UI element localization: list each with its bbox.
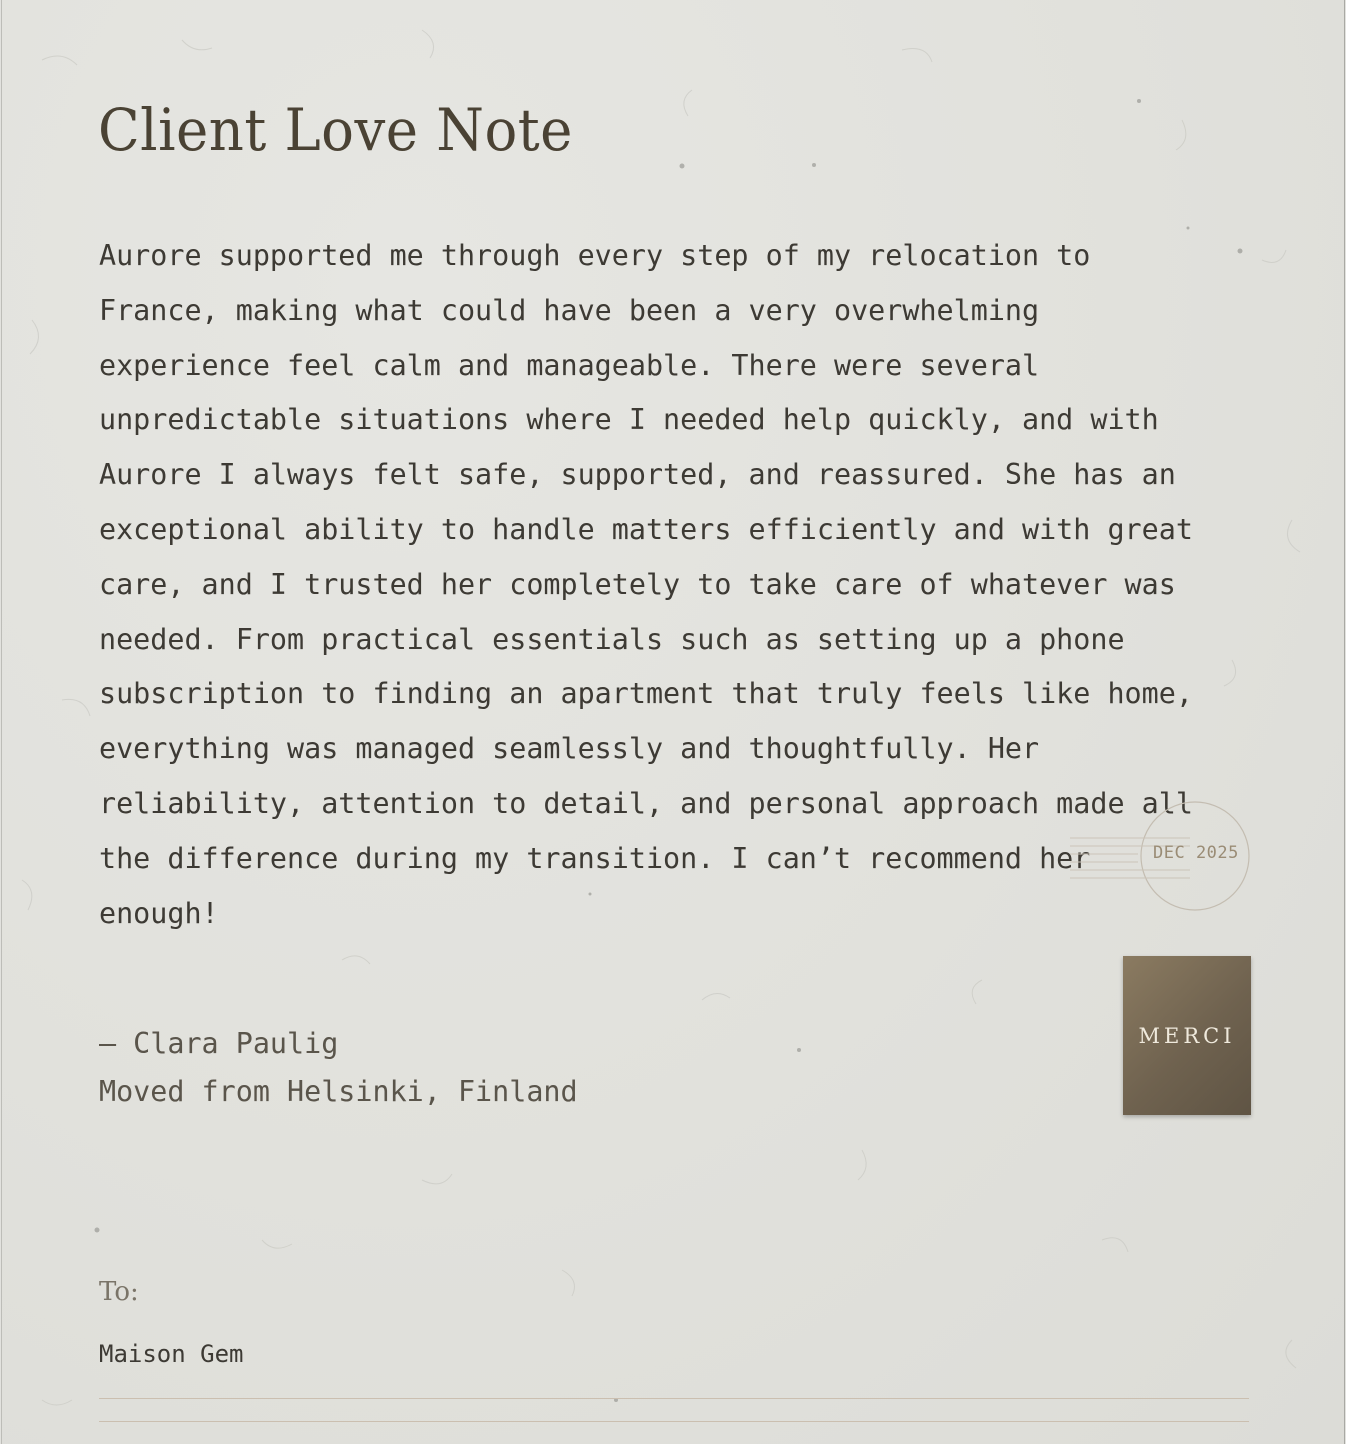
address-line — [99, 1421, 1249, 1422]
author-name: — Clara Paulig — [99, 1027, 339, 1060]
merci-stamp-label: MERCI — [1138, 1023, 1236, 1048]
page-title: Client Love Note — [98, 96, 573, 164]
merci-stamp — [1123, 956, 1251, 1115]
recipient-label: To: — [99, 1277, 139, 1307]
recipient-name: Maison Gem — [99, 1340, 244, 1368]
signature-block — [99, 1020, 578, 1116]
address-line — [99, 1398, 1249, 1399]
testimonial-text: Aurore supported me through every step of my relocation to France, making what could have been a very overwhelming experience feel calm and manageable. There were several unpredictable situations where I needed help quickly, and with Aurore I always felt safe, supported, and reassured. She has an exceptional ability to handle matters efficiently and with great care, and I trusted her completely to take care of whatever was needed. From practical essentials such as setting up a phone subscription to finding an apartment that truly feels like home, everything was managed seamlessly and thoughtfully. Her reliability, attention to detail, and personal approach made all the difference during my transition. I can’t recommend her enough! — [99, 239, 1193, 930]
author-origin: Moved from Helsinki, Finland — [99, 1075, 578, 1108]
postmark-date: DEC 2025 — [1153, 843, 1239, 863]
love-note-card — [1, 0, 1345, 1444]
